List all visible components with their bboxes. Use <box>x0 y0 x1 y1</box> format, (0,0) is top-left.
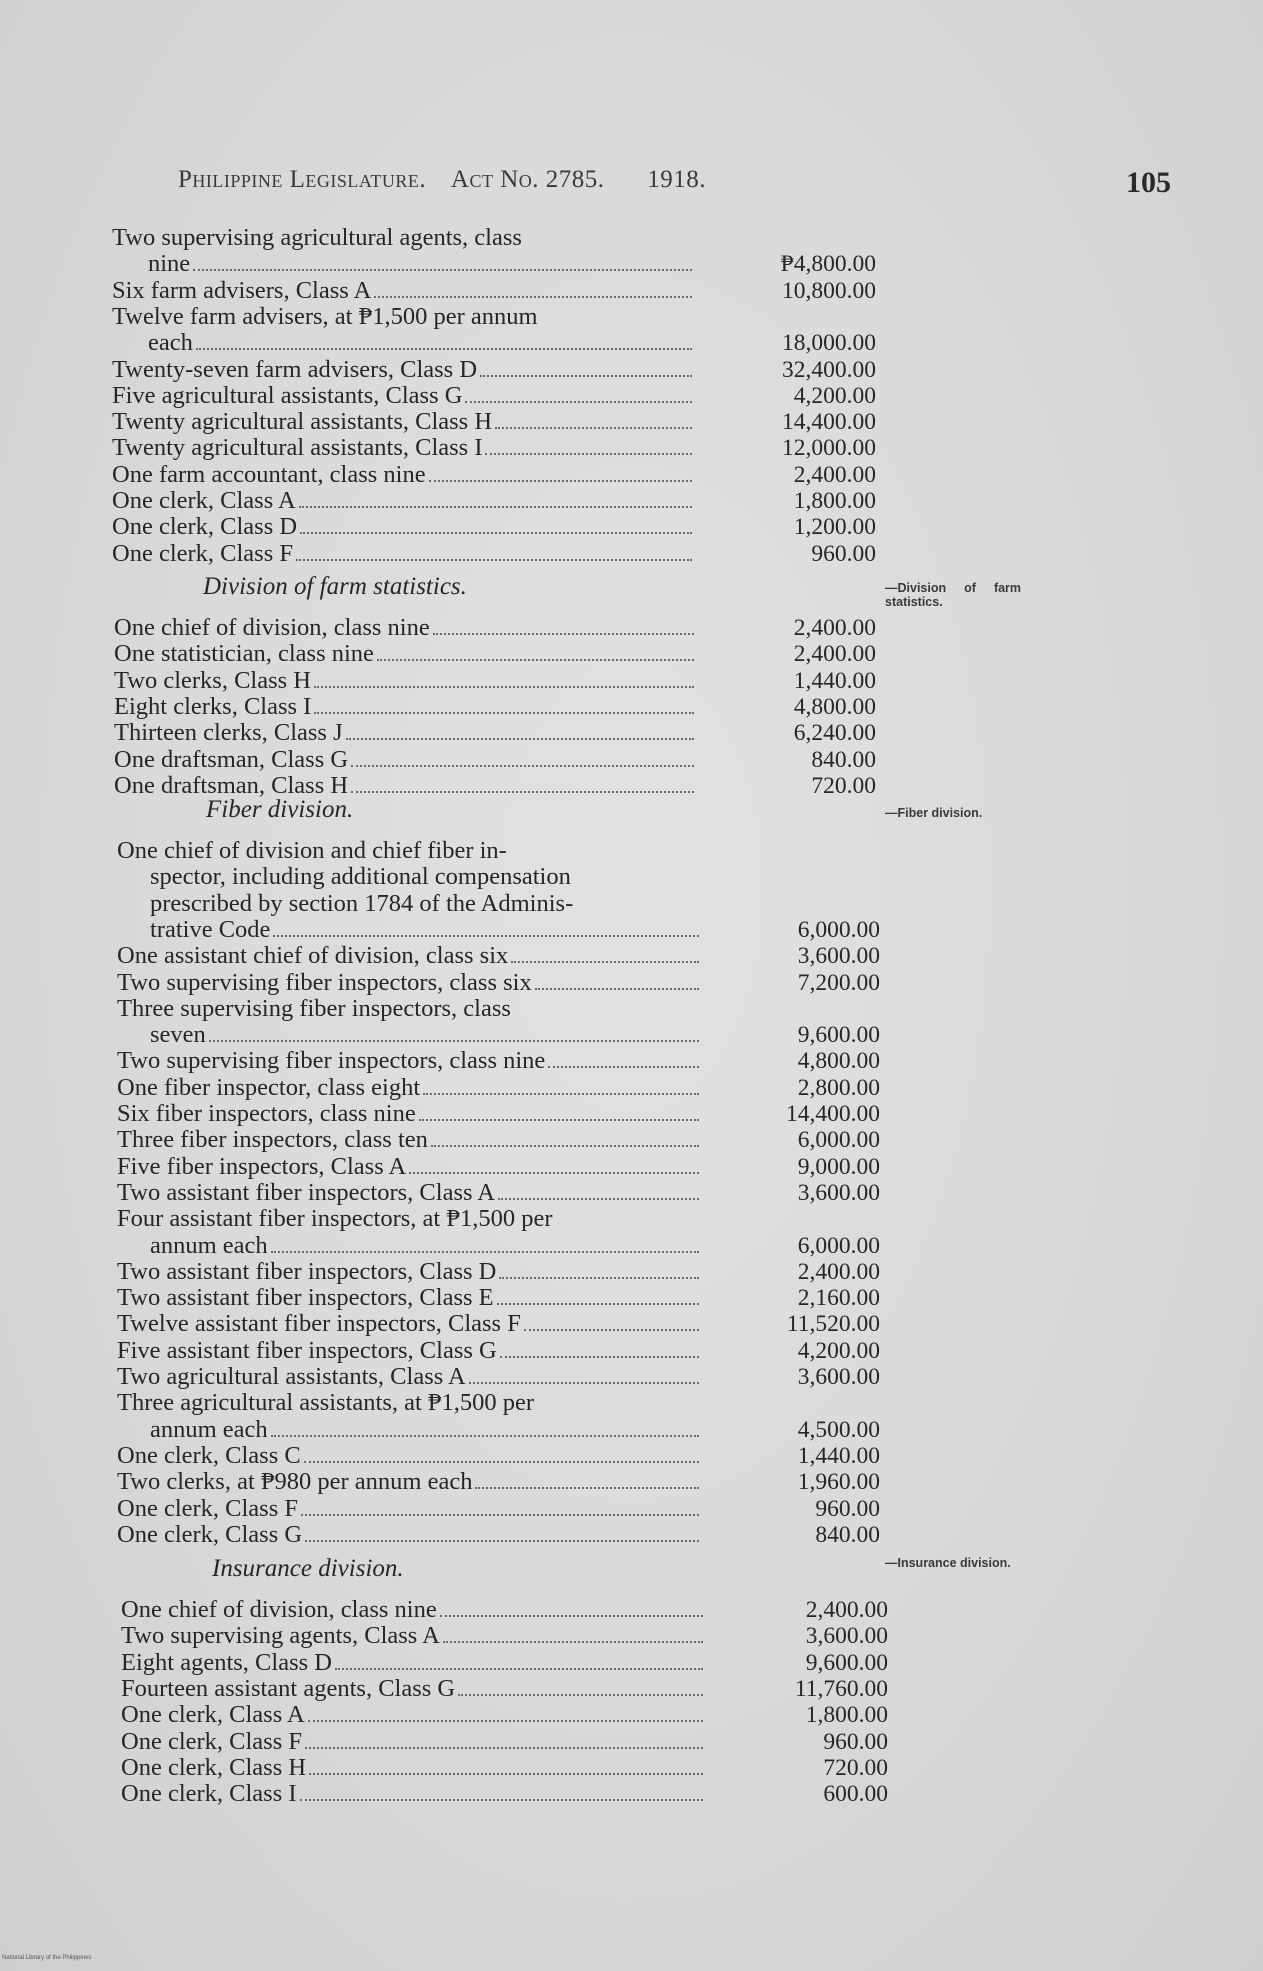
header-act: Act No. 2785. <box>450 166 605 193</box>
amount-value: 2,400.00 <box>793 641 876 668</box>
margin-note <box>885 1556 1011 1570</box>
amount-value: 4,800.00 <box>793 693 876 720</box>
appropriation-row <box>0 435 900 461</box>
leader-dots <box>305 1729 703 1749</box>
position-text: Two assistant fiber inspectors, Class D <box>117 1258 497 1285</box>
leader-dots <box>431 1127 699 1147</box>
leader-dots <box>346 720 694 740</box>
leader-dots <box>409 1154 699 1174</box>
leader-dots <box>271 1233 699 1253</box>
position-text: One clerk, Class C <box>117 1442 301 1469</box>
appropriation-row <box>0 1469 900 1495</box>
position-text: Six fiber inspectors, class nine <box>117 1101 416 1127</box>
position-text: One draftsman, Class G <box>114 746 349 773</box>
position-description <box>117 1180 699 1208</box>
leader-dots <box>485 435 692 455</box>
leader-dots <box>497 1285 699 1305</box>
appropriation-row <box>0 1443 900 1469</box>
amount-value: 6,000.00 <box>797 916 880 943</box>
position-text: Five agricultural assistants, Class G <box>112 382 463 409</box>
position-description <box>112 383 692 411</box>
amount-value: 960.00 <box>823 1728 888 1755</box>
amount-value: 11,760.00 <box>794 1675 888 1702</box>
appropriation-row <box>0 1650 900 1676</box>
amount-value: 9,000.00 <box>797 1153 880 1180</box>
position-description <box>117 1311 699 1339</box>
leader-dots <box>500 1338 699 1358</box>
leader-dots <box>433 615 694 635</box>
appropriation-row <box>0 747 900 773</box>
position-text: Two agricultural assistants, Class A <box>117 1364 466 1390</box>
leader-dots <box>511 943 699 963</box>
position-description <box>117 1075 699 1103</box>
leader-dots <box>308 1702 703 1722</box>
position-description <box>112 357 692 385</box>
leader-dots <box>314 694 694 714</box>
leader-dots <box>443 1623 703 1643</box>
amount-value: 18,000.00 <box>782 330 876 357</box>
appropriation-row <box>0 615 900 641</box>
position-description <box>117 1469 699 1497</box>
position-description <box>112 278 692 306</box>
leader-dots <box>196 330 692 350</box>
position-description <box>121 1623 703 1651</box>
margin-note-line: statistics. <box>885 595 943 609</box>
amount-value: 600.00 <box>823 1781 888 1808</box>
amount-value: 32,400.00 <box>782 356 876 383</box>
position-description <box>117 1496 699 1524</box>
amount-value: 9,600.00 <box>805 1649 888 1676</box>
amount-value: 4,200.00 <box>797 1337 880 1364</box>
position-text: Six farm advisers, Class A <box>112 277 372 304</box>
leader-dots <box>377 641 694 661</box>
position-text: Two assistant fiber inspectors, Class A <box>117 1179 495 1206</box>
amount-value: ₱4,800.00 <box>780 251 876 278</box>
leader-dots <box>423 1075 699 1095</box>
position-text: annum each <box>150 1416 268 1443</box>
position-description <box>150 1417 699 1445</box>
section-heading: Fiber division. <box>206 796 354 823</box>
position-text: Twenty agricultural assistants, Class H <box>112 409 493 436</box>
amount-value: 3,600.00 <box>797 1179 880 1206</box>
appropriation-row <box>0 1075 900 1101</box>
amount-value: 11,520.00 <box>786 1311 880 1338</box>
margin-note <box>885 581 1021 609</box>
position-text: Five fiber inspectors, Class A <box>117 1153 407 1180</box>
amount-value: 720.00 <box>811 772 876 799</box>
leader-dots <box>429 462 692 482</box>
amount-value: 2,400.00 <box>793 461 876 488</box>
appropriation-row <box>0 278 900 304</box>
margin-note-text: —Insurance division. <box>885 1556 1011 1570</box>
position-text: One clerk, Class F <box>117 1495 298 1522</box>
position-description <box>112 514 692 542</box>
position-text: One clerk, Class F <box>121 1728 302 1755</box>
amount-value: 3,600.00 <box>797 943 880 970</box>
position-description <box>114 720 694 748</box>
position-description <box>117 1522 699 1550</box>
amount-value: 1,800.00 <box>793 488 876 514</box>
position-text: Two clerks, at ₱980 per annum each <box>117 1469 473 1496</box>
position-text: Three fiber inspectors, class ten <box>117 1127 428 1154</box>
amount-value: 6,240.00 <box>793 720 876 747</box>
section-heading: Division of farm statistics. <box>203 573 467 600</box>
entry-text-line: spector, including additional compensation <box>150 863 571 891</box>
amount-value: 1,440.00 <box>793 667 876 694</box>
leader-dots <box>300 514 692 534</box>
amount-value: 14,400.00 <box>782 409 876 436</box>
appropriation-row <box>0 1729 900 1755</box>
leader-dots <box>300 1781 703 1801</box>
leader-dots <box>314 668 694 688</box>
leader-dots <box>335 1650 703 1670</box>
appropriation-row <box>0 1022 900 1048</box>
leader-dots <box>495 409 692 429</box>
scan-credit: National Library of the Philippines <box>2 1955 92 1961</box>
position-text: One clerk, Class I <box>121 1781 297 1808</box>
amount-value: 6,000.00 <box>797 1127 880 1154</box>
position-description <box>117 943 699 971</box>
position-text: Two supervising agents, Class A <box>121 1623 440 1650</box>
leader-dots <box>499 1259 699 1279</box>
margin-note-word: of <box>964 581 976 595</box>
entry-text-line: Two supervising agricultural agents, class <box>112 224 522 251</box>
position-text: annum each <box>150 1232 268 1259</box>
position-description <box>117 1259 699 1287</box>
amount-value: 3,600.00 <box>805 1623 888 1650</box>
leader-dots <box>475 1469 699 1489</box>
margin-note-word: —Division <box>885 581 947 595</box>
position-text: One fiber inspector, class eight <box>117 1074 421 1101</box>
position-text: One draftsman, Class H <box>114 772 349 799</box>
amount-value: 4,800.00 <box>797 1048 880 1075</box>
leader-dots <box>351 747 694 767</box>
appropriation-row <box>0 330 900 356</box>
appropriation-row <box>0 1417 900 1443</box>
leader-dots <box>419 1101 699 1121</box>
appropriation-row <box>0 357 900 383</box>
position-description <box>121 1676 703 1704</box>
appropriation-row <box>0 1311 900 1337</box>
leader-dots <box>296 541 692 561</box>
position-description <box>150 1233 699 1261</box>
appropriation-row <box>0 462 900 488</box>
appropriation-row <box>0 694 900 720</box>
appropriation-row <box>0 1623 900 1649</box>
amount-value: 2,400.00 <box>793 615 876 641</box>
leader-dots <box>299 488 692 508</box>
position-text: Thirteen clerks, Class J <box>114 720 343 747</box>
position-description <box>121 1597 703 1625</box>
amount-value: 12,000.00 <box>782 435 876 462</box>
amount-value: 2,400.00 <box>797 1258 880 1285</box>
position-description <box>121 1755 703 1783</box>
appropriation-row <box>0 720 900 746</box>
appropriation-row <box>0 1364 900 1390</box>
appropriation-row <box>0 1101 900 1127</box>
appropriation-row <box>0 1259 900 1285</box>
amount-value: 9,600.00 <box>797 1022 880 1049</box>
position-description <box>114 747 694 775</box>
position-text: One farm accountant, class nine <box>112 461 426 488</box>
position-text: each <box>148 330 193 357</box>
leader-dots <box>480 357 692 377</box>
leader-dots <box>193 251 692 271</box>
appropriation-row <box>0 1755 900 1781</box>
position-text: Two supervising fiber inspectors, class nine <box>117 1048 546 1075</box>
leader-dots <box>440 1597 703 1617</box>
amount-value: 960.00 <box>815 1495 880 1522</box>
appropriation-row <box>0 383 900 409</box>
position-text: One assistant chief of division, class six <box>117 943 509 970</box>
leader-dots <box>273 917 699 937</box>
position-description <box>150 917 699 945</box>
position-description <box>112 541 692 569</box>
appropriation-row <box>0 1676 900 1702</box>
amount-value: 3,600.00 <box>797 1364 880 1390</box>
position-description <box>117 1364 699 1392</box>
entry-text-line: One chief of division and chief fiber in- <box>117 837 507 864</box>
position-description <box>117 1048 699 1076</box>
amount-value: 1,800.00 <box>805 1702 888 1729</box>
header-year: 1918. <box>647 166 707 193</box>
position-text: Fourteen assistant agents, Class G <box>121 1675 456 1702</box>
appropriation-row <box>0 1522 900 1548</box>
position-text: One chief of division, class nine <box>114 615 430 641</box>
amount-value: 1,200.00 <box>793 514 876 541</box>
position-text: One clerk, Class H <box>121 1754 307 1781</box>
position-description <box>117 1154 699 1182</box>
appropriation-row <box>0 668 900 694</box>
appropriation-row <box>0 1702 900 1728</box>
leader-dots <box>469 1364 699 1384</box>
position-text: One clerk, Class G <box>117 1521 303 1548</box>
entry-text-line: Four assistant fiber inspectors, at ₱1,500 per <box>117 1205 553 1233</box>
appropriation-row <box>0 1496 900 1522</box>
position-text: Two clerks, Class H <box>114 667 311 694</box>
amount-value: 14,400.00 <box>786 1101 880 1127</box>
appropriation-row <box>0 773 900 799</box>
appropriation-row <box>0 1154 900 1180</box>
page-number: 105 <box>1126 166 1171 199</box>
position-description <box>112 488 692 516</box>
amount-value: 4,500.00 <box>797 1416 880 1443</box>
position-text: One clerk, Class F <box>112 540 293 567</box>
position-description <box>117 970 699 998</box>
amount-value: 840.00 <box>811 746 876 773</box>
amount-value: 720.00 <box>823 1754 888 1781</box>
leader-dots <box>271 1417 699 1437</box>
position-text: One clerk, Class A <box>121 1702 305 1729</box>
appropriation-row <box>0 409 900 435</box>
amount-value: 2,400.00 <box>805 1597 888 1623</box>
position-description <box>121 1650 703 1678</box>
position-text: Twelve assistant fiber inspectors, Class F <box>117 1311 521 1338</box>
entry-text-line: prescribed by section 1784 of the Adminis- <box>150 889 574 917</box>
position-description <box>114 668 694 696</box>
position-text: One clerk, Class D <box>112 514 298 541</box>
leader-dots <box>465 383 692 403</box>
position-text: nine <box>148 251 191 278</box>
position-description <box>117 1443 699 1471</box>
position-description <box>150 1022 699 1050</box>
appropriation-row <box>0 1597 900 1623</box>
position-text: One statistician, class nine <box>114 641 374 668</box>
appropriation-row <box>0 1781 900 1807</box>
amount-value: 840.00 <box>815 1521 880 1548</box>
appropriation-row <box>0 970 900 996</box>
section-heading: Insurance division. <box>212 1555 404 1582</box>
leader-dots <box>374 278 692 298</box>
amount-value: 6,000.00 <box>797 1232 880 1259</box>
leader-dots <box>535 970 699 990</box>
position-description <box>121 1702 703 1730</box>
position-description <box>114 694 694 722</box>
position-text: Eight clerks, Class I <box>114 693 312 720</box>
amount-value: 4,200.00 <box>793 382 876 409</box>
position-description <box>121 1729 703 1757</box>
position-description <box>114 615 694 643</box>
position-text: Two assistant fiber inspectors, Class E <box>117 1285 494 1312</box>
position-description <box>117 1285 699 1313</box>
appropriation-row <box>0 1233 900 1259</box>
margin-note-word: farm <box>993 581 1022 595</box>
position-description <box>121 1781 703 1809</box>
appropriation-row <box>0 514 900 540</box>
amount-value: 2,800.00 <box>797 1074 880 1101</box>
position-description <box>148 251 692 279</box>
appropriation-row <box>0 1127 900 1153</box>
position-text: trative Code <box>150 916 271 943</box>
appropriation-row <box>0 917 900 943</box>
appropriation-row <box>0 541 900 567</box>
position-text: Five assistant fiber inspectors, Class G <box>117 1337 497 1364</box>
appropriation-row <box>0 488 900 514</box>
position-text: seven <box>150 1022 206 1049</box>
leader-dots <box>301 1496 699 1516</box>
amount-value: 1,960.00 <box>797 1469 880 1496</box>
position-description <box>117 1101 699 1129</box>
position-text: One chief of division, class nine <box>121 1597 437 1623</box>
leader-dots <box>304 1443 699 1463</box>
entry-text-line: Twelve farm advisers, at ₱1,500 per annum <box>112 302 538 330</box>
leader-dots <box>209 1022 699 1042</box>
leader-dots <box>305 1522 699 1542</box>
amount-value: 10,800.00 <box>782 277 876 304</box>
position-text: Eight agents, Class D <box>121 1649 332 1676</box>
leader-dots <box>351 773 694 793</box>
appropriation-row <box>0 1285 900 1311</box>
leader-dots <box>458 1676 703 1696</box>
position-text: Twenty-seven farm advisers, Class D <box>112 356 478 383</box>
position-description <box>114 641 694 669</box>
margin-note <box>885 806 982 820</box>
entry-text-line: Three agricultural assistants, at ₱1,500 per <box>117 1389 535 1417</box>
appropriation-row <box>0 251 900 277</box>
running-header <box>178 166 706 194</box>
leader-dots <box>548 1048 699 1068</box>
appropriation-row <box>0 641 900 667</box>
appropriation-row <box>0 1180 900 1206</box>
position-description <box>117 1338 699 1366</box>
position-text: Twenty agricultural assistants, Class I <box>112 435 483 462</box>
margin-note-line <box>885 581 1021 595</box>
leader-dots <box>498 1180 699 1200</box>
amount-value: 2,160.00 <box>797 1285 880 1312</box>
position-description <box>148 330 692 358</box>
position-description <box>112 435 692 463</box>
position-description <box>114 773 694 801</box>
appropriation-row <box>0 1048 900 1074</box>
entry-text-line: Three supervising fiber inspectors, class <box>117 994 511 1022</box>
leader-dots <box>524 1311 699 1331</box>
amount-value: 1,440.00 <box>797 1442 880 1469</box>
appropriation-row <box>0 1338 900 1364</box>
margin-note-text: —Fiber division. <box>885 806 983 820</box>
position-description <box>112 462 692 490</box>
position-text: Two supervising fiber inspectors, class six <box>117 969 532 996</box>
appropriation-row <box>0 943 900 969</box>
position-text: One clerk, Class A <box>112 488 296 514</box>
header-legislature: Philippine Legislature. <box>178 166 427 193</box>
amount-value: 960.00 <box>811 540 876 567</box>
position-description <box>112 409 692 437</box>
leader-dots <box>309 1755 703 1775</box>
position-description <box>117 1127 699 1155</box>
amount-value: 7,200.00 <box>797 969 880 996</box>
